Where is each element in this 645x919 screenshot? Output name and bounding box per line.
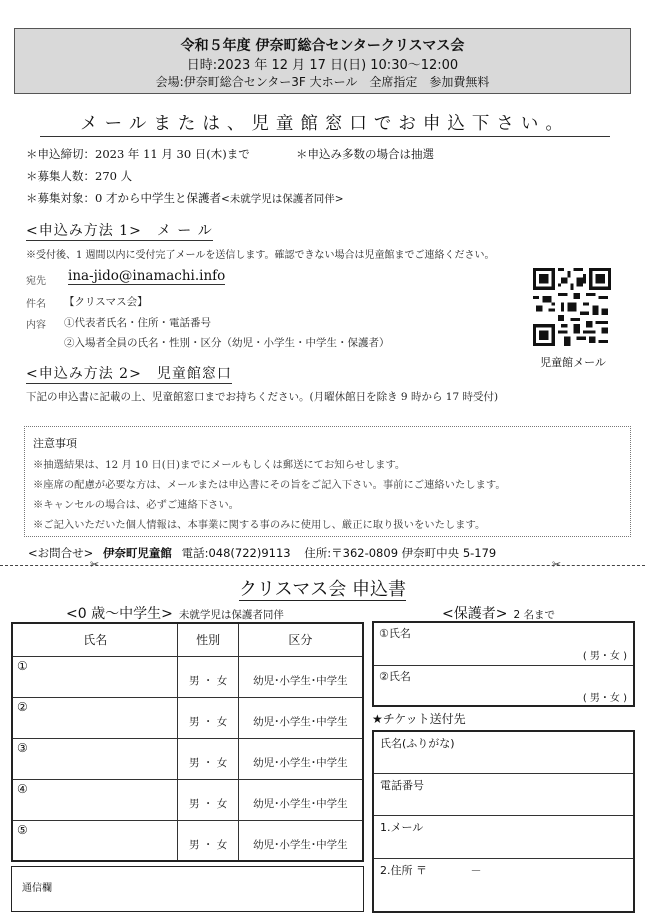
notes-box [24,426,631,537]
to-label: 宛先 [26,276,46,287]
guardian-2-field[interactable] [374,665,633,707]
name-cell[interactable]: ② [12,697,178,738]
ticket-name-label: 氏名(ふりがな) [380,737,455,750]
table-row [12,697,363,738]
name-cell[interactable]: ① [12,656,178,697]
category-cell[interactable]: 幼児･小学生･中学生 [238,738,363,779]
contact-address: 住所:〒362-0809 伊奈町中央 5-179 [304,546,497,560]
table-header-row [12,623,363,656]
postal-dash: － [470,864,482,877]
sex-cell[interactable]: 男 ・ 女 [178,779,238,820]
sex-cell[interactable]: 男 ・ 女 [178,697,238,738]
notes-item: ※抽選結果は、12 月 10 日(日)までにメールもしくは郵送にてお知らせします。 [33,459,406,471]
kids-note: 未就学児は保護者同伴 [178,609,284,621]
capacity-text: ＊募集人数：270 人 [26,169,133,183]
category-cell[interactable]: 幼児･小学生･中学生 [238,820,363,861]
event-title: 令和５年度 伊奈町総合センタークリスマス会 [180,38,465,54]
subject-text: 【クリスマス会】 [64,296,148,308]
ticket-label: ★チケット送付先 [372,712,466,726]
contact-label: <お問合せ> [28,546,94,560]
qr-label: 児童館メール [540,356,606,369]
kids-heading: <0 歳～中学生> 未就学児は保護者同伴 [66,606,284,622]
ticket-phone-field[interactable] [374,773,633,815]
notes-item: ※座席の配慮が必要な方は、メールまたは申込書にその旨をご記入下さい。事前にご連絡いたします。 [33,479,506,491]
column-header: 氏名 [12,623,178,656]
content-item-1: ①代表者氏名・住所・電話番号 [64,317,211,329]
memo-label: 通信欄 [22,883,52,894]
contact-phone: 電話:048(722)9113 [181,546,291,560]
name-cell[interactable]: ④ [12,779,178,820]
notes-item: ※ご記入いただいた個人情報は、本事業に関する事のみに使用し、厳正に取り扱いをいたします。 [33,519,486,531]
guardian-2-sex[interactable]: ( 男・女 ) [582,693,627,704]
name-cell[interactable]: ⑤ [12,820,178,861]
category-cell[interactable]: 幼児･小学生･中学生 [238,697,363,738]
method1-note: ※受付後、1 週間以内に受付完了メールを送信します。確認できない場合は児童館までご連絡ください。 [26,250,495,261]
ticket-box [372,730,635,913]
lottery-text: ＊申込み多数の場合は抽選 [296,147,434,161]
ticket-phone-label: 電話番号 [380,779,424,792]
ticket-email-field[interactable] [374,815,633,858]
target-note: <未就学児は保護者同伴> [220,193,344,205]
notes-title: 注意事項 [33,437,77,450]
subject-label: 件名 [26,299,46,310]
deadline-text: ＊申込締切：2023 年 11 月 30 日(木)まで [26,147,250,161]
column-header: 性別 [178,623,238,656]
name-cell[interactable]: ③ [12,738,178,779]
ticket-address-label: 2.住所 〒 [380,864,427,877]
method2-note: 下記の申込書に記載の上、児童館窓口までお持ちください。(月曜休館日を除き 9 時から 17 時受付) [26,391,499,403]
guardian-note: 2 名まで [513,609,555,621]
method2-title: <申込み方法 2> 児童館窓口 [26,363,232,384]
guardian-1-sex[interactable]: ( 男・女 ) [582,651,627,662]
method1-title: <申込み方法 1> メ ー ル [26,220,213,241]
table-row [12,779,363,820]
qr-code-icon[interactable] [533,268,611,346]
scissors-icon: ✂ [90,558,100,571]
event-venue: 会場:伊奈町総合センター3F 大ホール 全席指定 参加費無料 [155,75,490,89]
target-prefix: ＊募集対象：0 才から中学生と保護者 [26,191,221,205]
scissors-icon: ✂ [552,558,562,571]
guardian-1-label: ①氏名 [379,627,411,640]
sex-cell[interactable]: 男 ・ 女 [178,656,238,697]
guardian-box [372,621,635,707]
sex-cell[interactable]: 男 ・ 女 [178,820,238,861]
ticket-email-label: 1.メール [380,821,424,834]
content-label: 内容 [26,320,46,331]
ticket-name-field[interactable] [374,732,633,773]
email-link[interactable]: ina-jido@inamachi.info [68,268,226,284]
table-row [12,656,363,697]
content-item-2: ②入場者全員の氏名・性別・区分（幼児・小学生・中学生・保護者） [64,337,390,349]
contact-org: 伊奈町児童館 [102,546,172,560]
guardian-heading: <保護者> 2 名まで [442,606,555,622]
kids-table [11,622,364,862]
category-cell[interactable]: 幼児･小学生･中学生 [238,779,363,820]
guardian-1-field[interactable] [374,623,633,665]
guardian-2-label: ②氏名 [379,670,411,683]
target-text [26,190,344,206]
column-header: 区分 [238,623,363,656]
event-date: 日時:2023 年 12 月 17 日(日) 10:30～12:00 [186,58,459,73]
notes-item: ※キャンセルの場合は、必ずご連絡下さい。 [33,499,239,511]
category-cell[interactable]: 幼児･小学生･中学生 [238,656,363,697]
form-title: クリスマス会 申込書 [238,579,406,600]
sex-cell[interactable]: 男 ・ 女 [178,738,238,779]
table-row [12,738,363,779]
table-row [12,820,363,861]
ticket-address-field[interactable] [374,858,633,911]
memo-field[interactable] [11,866,364,912]
event-header-box [14,28,631,94]
application-banner: メールまたは、児童館窓口でお申込下さい。 [40,110,610,137]
